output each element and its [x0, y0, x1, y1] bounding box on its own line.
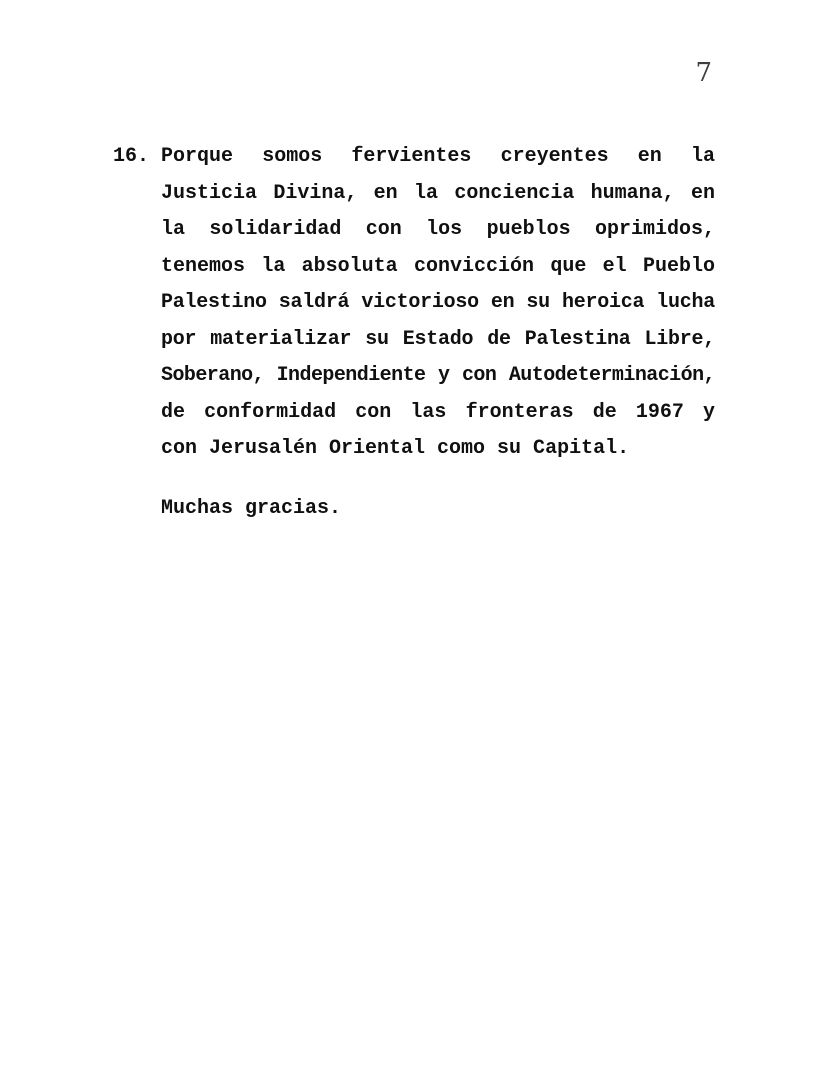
paragraph-line: la solidaridad con los pueblos oprimidos, — [161, 218, 715, 241]
paragraph-line: Palestino saldrá victorioso en su heroica lucha — [161, 291, 715, 314]
paragraph-line: Soberano, Independiente y con Autodeterminación, — [161, 364, 715, 387]
paragraph-line: con Jerusalén Oriental como su Capital. — [161, 437, 630, 460]
numbered-paragraph — [113, 139, 715, 468]
page-number: 7 — [695, 58, 712, 88]
page-content — [113, 139, 715, 527]
paragraph-line: Justicia Divina, en la conciencia humana, en — [161, 181, 715, 205]
paragraph-line: de conformidad con las fronteras de 1967 y — [161, 400, 715, 424]
paragraph-line: Porque somos fervientes creyentes en la — [161, 145, 715, 168]
paragraph-line: por materializar su Estado de Palestina Libre, — [161, 327, 715, 351]
closing-text: Muchas gracias. — [161, 496, 342, 520]
paragraph-line: tenemos la absoluta convicción que el Pueblo — [161, 254, 715, 278]
paragraph-number: 16. — [113, 145, 150, 168]
paragraph-body — [161, 139, 715, 468]
